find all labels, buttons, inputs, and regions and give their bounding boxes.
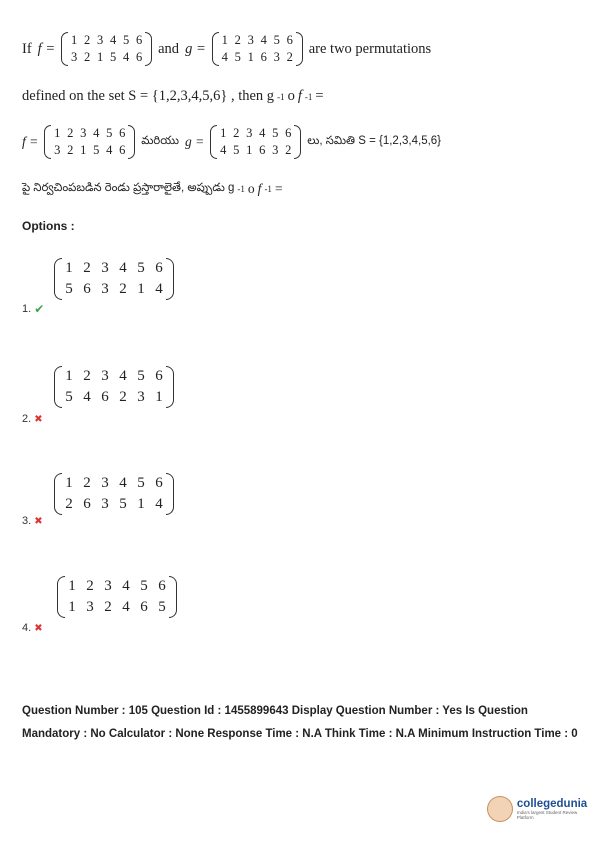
perm-row-top xyxy=(70,32,143,49)
perm-entry: 3 xyxy=(247,33,254,47)
te-g-permutation xyxy=(210,125,301,159)
option-1-number: 1. xyxy=(22,303,32,315)
perm-entry: 6 xyxy=(259,143,266,157)
perm-entry: 2 xyxy=(119,281,127,297)
perm-row-bottom xyxy=(70,49,143,66)
perm-entry: 1 xyxy=(68,578,76,594)
perm-entry: 6 xyxy=(140,599,148,615)
g-inverse-sup: -1 xyxy=(277,91,285,102)
perm-entry: 6 xyxy=(155,260,163,276)
g-label: g = xyxy=(185,40,206,57)
perm-row-bottom xyxy=(64,387,164,408)
perm-entry: 5 xyxy=(65,389,73,405)
perm-entry: 6 xyxy=(119,143,126,157)
question-set-text: defined on the set S = {1,2,3,4,5,6} , then g xyxy=(22,88,275,104)
perm-entry: 4 xyxy=(221,50,228,64)
perm-entry: 5 xyxy=(158,599,166,615)
te-compose-symbol: o xyxy=(247,181,255,196)
wrong-cross-icon: ✖ xyxy=(34,515,43,527)
option-2-number: 2. xyxy=(22,413,32,425)
perm-entry: 1 xyxy=(220,126,227,140)
perm-entry: 1 xyxy=(65,475,73,491)
option-2-matrix xyxy=(54,366,174,408)
perm-entry: 2 xyxy=(86,578,94,594)
f-symbol: f xyxy=(297,88,302,104)
perm-entry: 4 xyxy=(155,496,163,512)
right-paren xyxy=(145,32,152,66)
perm-entry: 6 xyxy=(155,368,163,384)
perm-entry: 5 xyxy=(273,33,280,47)
question-line-2 xyxy=(22,88,324,105)
collegedunia-logo xyxy=(487,796,595,822)
option-3-number: 3. xyxy=(22,515,32,527)
option-3-matrix xyxy=(54,473,174,515)
option-2-label xyxy=(22,413,43,425)
question-metadata: Question Number : 105 Question Id : 1455899643 Display Question Number : Yes Is Question Mandatory : No Calculator : None Response Time : N.A Think Time : N.A Minimum Instruction Time : 0 xyxy=(22,705,578,740)
perm-entry: 1 xyxy=(65,260,73,276)
perm-row-bottom xyxy=(219,142,292,159)
left-paren xyxy=(54,473,62,515)
compose-symbol: o xyxy=(287,88,295,104)
perm-entry: 3 xyxy=(71,50,78,64)
perm-entry: 4 xyxy=(93,126,100,140)
perm-entry: 4 xyxy=(155,281,163,297)
perm-entry: 4 xyxy=(259,126,266,140)
perm-entry: 6 xyxy=(286,33,293,47)
perm-entry: 6 xyxy=(83,281,91,297)
perm-entry: 2 xyxy=(67,143,74,157)
perm-entry: 4 xyxy=(123,50,130,64)
right-paren xyxy=(169,576,177,618)
perm-entry: 4 xyxy=(110,33,117,47)
g-permutation xyxy=(212,32,303,66)
perm-row-bottom xyxy=(64,279,164,300)
perm-entry: 5 xyxy=(137,368,145,384)
perm-entry: 1 xyxy=(68,599,76,615)
right-paren xyxy=(166,258,174,300)
option-4-matrix xyxy=(57,576,177,618)
perm-entry: 6 xyxy=(101,389,109,405)
perm-entry: 5 xyxy=(93,143,100,157)
perm-entry: 5 xyxy=(119,496,127,512)
perm-entry: 5 xyxy=(137,260,145,276)
right-paren xyxy=(166,366,174,408)
perm-entry: 2 xyxy=(84,50,91,64)
perm-entry: 1 xyxy=(65,368,73,384)
perm-row-bottom xyxy=(221,49,294,66)
logo-name: collegedunia xyxy=(516,798,588,810)
perm-row-bottom xyxy=(67,597,167,618)
option-3-label xyxy=(22,515,43,527)
perm-entry: 1 xyxy=(221,33,228,47)
perm-entry: 1 xyxy=(80,143,87,157)
perm-entry: 5 xyxy=(140,578,148,594)
perm-entry: 3 xyxy=(80,126,87,140)
options-heading: Options : xyxy=(22,219,75,233)
perm-entry: 2 xyxy=(234,33,241,47)
perm-entry: 3 xyxy=(137,389,145,405)
perm-entry: 4 xyxy=(119,368,127,384)
perm-entry: 5 xyxy=(123,33,130,47)
perm-row-top xyxy=(64,366,164,387)
left-paren xyxy=(61,32,68,66)
perm-entry: 3 xyxy=(104,578,112,594)
left-paren xyxy=(54,258,62,300)
perm-entry: 2 xyxy=(233,126,240,140)
perm-entry: 6 xyxy=(155,475,163,491)
perm-entry: 5 xyxy=(110,50,117,64)
perm-entry: 2 xyxy=(119,389,127,405)
perm-entry: 6 xyxy=(158,578,166,594)
te-f-inverse-sup: -1 xyxy=(264,184,272,194)
perm-entry: 4 xyxy=(83,389,91,405)
option-4-number: 4. xyxy=(22,622,32,634)
perm-entry: 3 xyxy=(101,260,109,276)
perm-entry: 1 xyxy=(71,33,78,47)
te-g-label: g = xyxy=(185,134,205,149)
perm-entry: 6 xyxy=(83,496,91,512)
te-f-label: f = xyxy=(22,134,39,149)
perm-entry: 2 xyxy=(65,496,73,512)
option-4-label xyxy=(22,622,43,634)
perm-entry: 4 xyxy=(119,475,127,491)
perm-entry: 3 xyxy=(101,496,109,512)
f-label: f = xyxy=(37,40,56,57)
perm-row-top xyxy=(64,258,164,279)
left-paren xyxy=(212,32,219,66)
perm-entry: 3 xyxy=(101,475,109,491)
student-mascot-icon xyxy=(487,796,513,822)
perm-entry: 1 xyxy=(246,143,253,157)
perm-entry: 6 xyxy=(136,50,143,64)
perm-entry: 5 xyxy=(137,475,145,491)
perm-entry: 4 xyxy=(119,260,127,276)
te-f-permutation xyxy=(44,125,135,159)
left-paren xyxy=(57,576,65,618)
te-lu-text: లు, సమితి S = {1,2,3,4,5,6} xyxy=(307,135,442,147)
perm-entry: 3 xyxy=(97,33,104,47)
f-permutation xyxy=(61,32,152,66)
perm-entry: 6 xyxy=(260,50,267,64)
perm-entry: 3 xyxy=(101,281,109,297)
perm-entry: 2 xyxy=(286,50,293,64)
perm-row-bottom xyxy=(64,494,164,515)
te-g-inverse-sup: -1 xyxy=(237,184,245,194)
perm-entry: 6 xyxy=(119,126,126,140)
perm-entry: 2 xyxy=(83,475,91,491)
perm-entry: 4 xyxy=(106,143,113,157)
left-paren xyxy=(54,366,62,408)
telugu-line-2 xyxy=(22,181,283,197)
perm-entry: 3 xyxy=(54,143,61,157)
equals-sign: = xyxy=(315,88,324,104)
question-are-two: are two permutations xyxy=(308,40,432,57)
perm-entry: 1 xyxy=(137,496,145,512)
perm-entry: 4 xyxy=(260,33,267,47)
perm-entry: 5 xyxy=(234,50,241,64)
te-equals-sign: = xyxy=(274,181,283,196)
perm-entry: 3 xyxy=(101,368,109,384)
perm-entry: 3 xyxy=(246,126,253,140)
te-question-text: పై నిర్వచింపబడిన రెండు ప్రస్తారాలైతే, అప్పుడు g xyxy=(22,182,235,194)
perm-entry: 5 xyxy=(233,143,240,157)
wrong-cross-icon: ✖ xyxy=(34,622,43,634)
question-line-1 xyxy=(22,32,431,66)
f-inverse-sup: -1 xyxy=(304,91,313,102)
perm-entry: 1 xyxy=(97,50,104,64)
perm-entry: 1 xyxy=(54,126,61,140)
perm-row-top xyxy=(221,32,294,49)
wrong-cross-icon: ✖ xyxy=(34,413,43,425)
question-and: and xyxy=(158,40,180,57)
te-f-symbol: f xyxy=(257,181,262,196)
perm-entry: 3 xyxy=(273,50,280,64)
option-1-matrix xyxy=(54,258,174,300)
perm-entry: 5 xyxy=(106,126,113,140)
perm-entry: 2 xyxy=(83,368,91,384)
perm-entry: 6 xyxy=(136,33,143,47)
logo-tagline: India's largest Student Review Platform xyxy=(516,810,578,820)
perm-entry: 4 xyxy=(122,578,130,594)
perm-entry: 5 xyxy=(65,281,73,297)
perm-entry: 2 xyxy=(84,33,91,47)
te-mariyu: మరియు xyxy=(141,135,180,147)
left-paren xyxy=(44,125,51,159)
perm-row-bottom xyxy=(53,142,126,159)
perm-row-top xyxy=(67,576,167,597)
perm-row-top xyxy=(219,125,292,142)
right-paren xyxy=(294,125,301,159)
perm-entry: 5 xyxy=(272,126,279,140)
question-if: If xyxy=(22,40,32,57)
perm-entry: 4 xyxy=(122,599,130,615)
perm-row-top xyxy=(53,125,126,142)
perm-entry: 6 xyxy=(285,126,292,140)
correct-check-icon: ✔ xyxy=(34,302,45,316)
perm-entry: 3 xyxy=(86,599,94,615)
right-paren xyxy=(296,32,303,66)
perm-entry: 4 xyxy=(220,143,227,157)
perm-entry: 2 xyxy=(83,260,91,276)
option-1-label xyxy=(22,302,44,316)
perm-entry: 2 xyxy=(67,126,74,140)
perm-row-top xyxy=(64,473,164,494)
perm-entry: 3 xyxy=(272,143,279,157)
perm-entry: 1 xyxy=(155,389,163,405)
perm-entry: 1 xyxy=(247,50,254,64)
telugu-line-1 xyxy=(22,125,441,159)
perm-entry: 1 xyxy=(137,281,145,297)
left-paren xyxy=(210,125,217,159)
right-paren xyxy=(128,125,135,159)
perm-entry: 2 xyxy=(285,143,292,157)
perm-entry: 2 xyxy=(104,599,112,615)
right-paren xyxy=(166,473,174,515)
